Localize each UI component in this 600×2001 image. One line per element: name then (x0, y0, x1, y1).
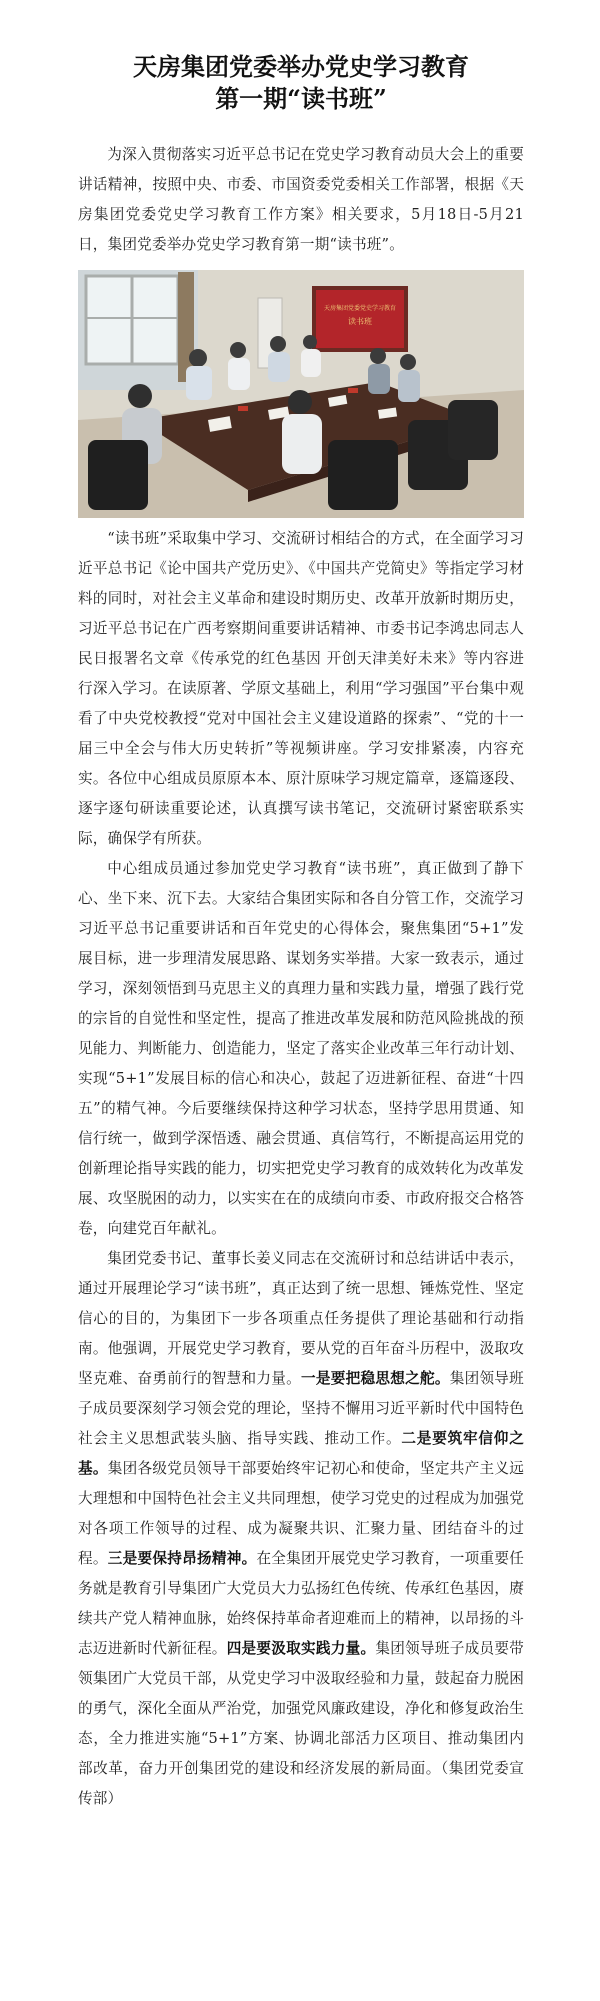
point-4-heading: 四是要汲取实践力量。 (226, 1640, 376, 1657)
meeting-photo-illustration (78, 270, 524, 518)
point-2-heading: 二是要筑牢信仰之基。 (78, 1430, 524, 1477)
paragraph-reading-class: “读书班”采取集中学习、交流研讨相结合的方式，在全面学习习近平总书记《论中国共产党历史》、《中国共产党简史》等指定学习材料的同时，对社会主义革命和建设时期历史、改革开放新时期历史，习近平总书记在广西考察期间重要讲话精神、市委书记李鸿忠同志人民日报署名文章《传承党的红色基因 开创天津美好未来》等内容进行深入学习。在读原著、学原文基础上，利用“学习强国”平台集中观看了中央党校教授“党对中国社会主义建设道路的探索”、“党的十一届三中全会与伟大历史转折”等视频讲座。学习安排紧凑，内容充实。各位中心组成员原原本本、原汁原味学习规定篇章，逐篇逐段、逐字逐句研读重要论述，认真撰写读书笔记，交流研讨紧密联系实际，确保学有所获。 (78, 530, 524, 847)
screen-title: 天房集团党委党史学习教育 (323, 305, 397, 312)
paragraph-members: 中心组成员通过参加党史学习教育“读书班”，真正做到了静下心、坐下来、沉下去。大家结合集团实际和各自分管工作，交流学习习近平总书记重要讲话和百年党史的心得体会，聚焦集团“5+1”发展目标，进一步理清发展思路、谋划务实举措。大家一致表示，通过学习，深刻领悟到马克思主义的真理力量和实践力量，增强了践行党的宗旨的自觉性和坚定性，提高了推进改革发展和防范风险挑战的预见能力、判断能力、创造能力，坚定了落实企业改革三年行动计划、实现“5+1”发展目标的信心和决心，鼓起了迈进新征程、奋进“十四五”的精气神。今后要继续保持这种学习状态，坚持学思用贯通、知信行统一，做到学深悟透、融会贯通、真信笃行，不断提高运用党的创新理论指导实践的能力，切实把党史学习教育的成效转化为改革发展、攻坚脱困的动力，以实实在在的成绩向市委、市政府报交合格答卷，向建党百年献礼。 (78, 860, 524, 1237)
title-line-1: 天房集团党委举办党史学习教育 (133, 52, 469, 81)
paragraph-intro: 为深入贯彻落实习近平总书记在党史学习教育动员大会上的重要讲话精神，按照中央、市委、市国资委党委相关工作部署，根据《天房集团党委党史学习教育工作方案》相关要求，5月18日-5月21日，集团党委举办党史学习教育第一期“读书班”。 (78, 146, 524, 253)
point-3-heading: 三是要保持昂扬精神。 (107, 1550, 257, 1567)
point-1-text: 集团领导班子成员要深刻学习领会党的理论，坚持不懈用习近平新时代中国特色社会主义思想武装头脑、指导实践、推动工作。 (78, 1370, 524, 1447)
article-title (78, 0, 524, 115)
point-2-text: 集团各级党员领导干部要始终牢记初心和使命，坚定共产主义远大理想和中国特色社会主义共同理想，使学习党史的过程成为加强党对各项工作领导的过程、成为凝聚共识、汇聚力量、团结奋斗的过程。 (78, 1460, 524, 1567)
speech-intro: 集团党委书记、董事长姜义同志在交流研讨和总结讲话中表示，通过开展理论学习“读书班”，真正达到了统一思想、锤炼党性、坚定信心的目的，为集团下一步各项重点任务提供了理论基础和行动指南。他强调，开展党史学习教育，要从党的百年奋斗历程中，汲取攻坚克难、奋勇前行的智慧和力量。 (78, 1250, 524, 1387)
screen-subtitle: 读书班 (348, 317, 372, 326)
point-3-text: 在全集团开展党史学习教育，一项重要任务就是教育引导集团广大党员大力弘扬红色传统、传承红色基因，赓续共产党人精神血脉，始终保持革命者迎难而上的精神，以昂扬的斗志迈进新时代新征程。 (78, 1550, 524, 1657)
point-1-heading: 一是要把稳思想之舵。 (301, 1370, 450, 1387)
paragraph-secretary-speech (78, 1244, 524, 1814)
article-source: （集团党委宣传部） (78, 1760, 524, 1807)
meeting-photo (78, 270, 524, 518)
title-line-2: 第一期“读书班” (215, 84, 387, 113)
point-4-text: 集团领导班子成员要带领集团广大党员干部，从党史学习中汲取经验和力量，鼓起奋力脱困的勇气，深化全面从严治党，加强党风廉政建设，净化和修复政治生态，全力推进实施“5+1”方案、协调北部活力区项目、推动集团内部改革，奋力开创集团党的建设和经济发展的新局面。 (78, 1640, 524, 1777)
